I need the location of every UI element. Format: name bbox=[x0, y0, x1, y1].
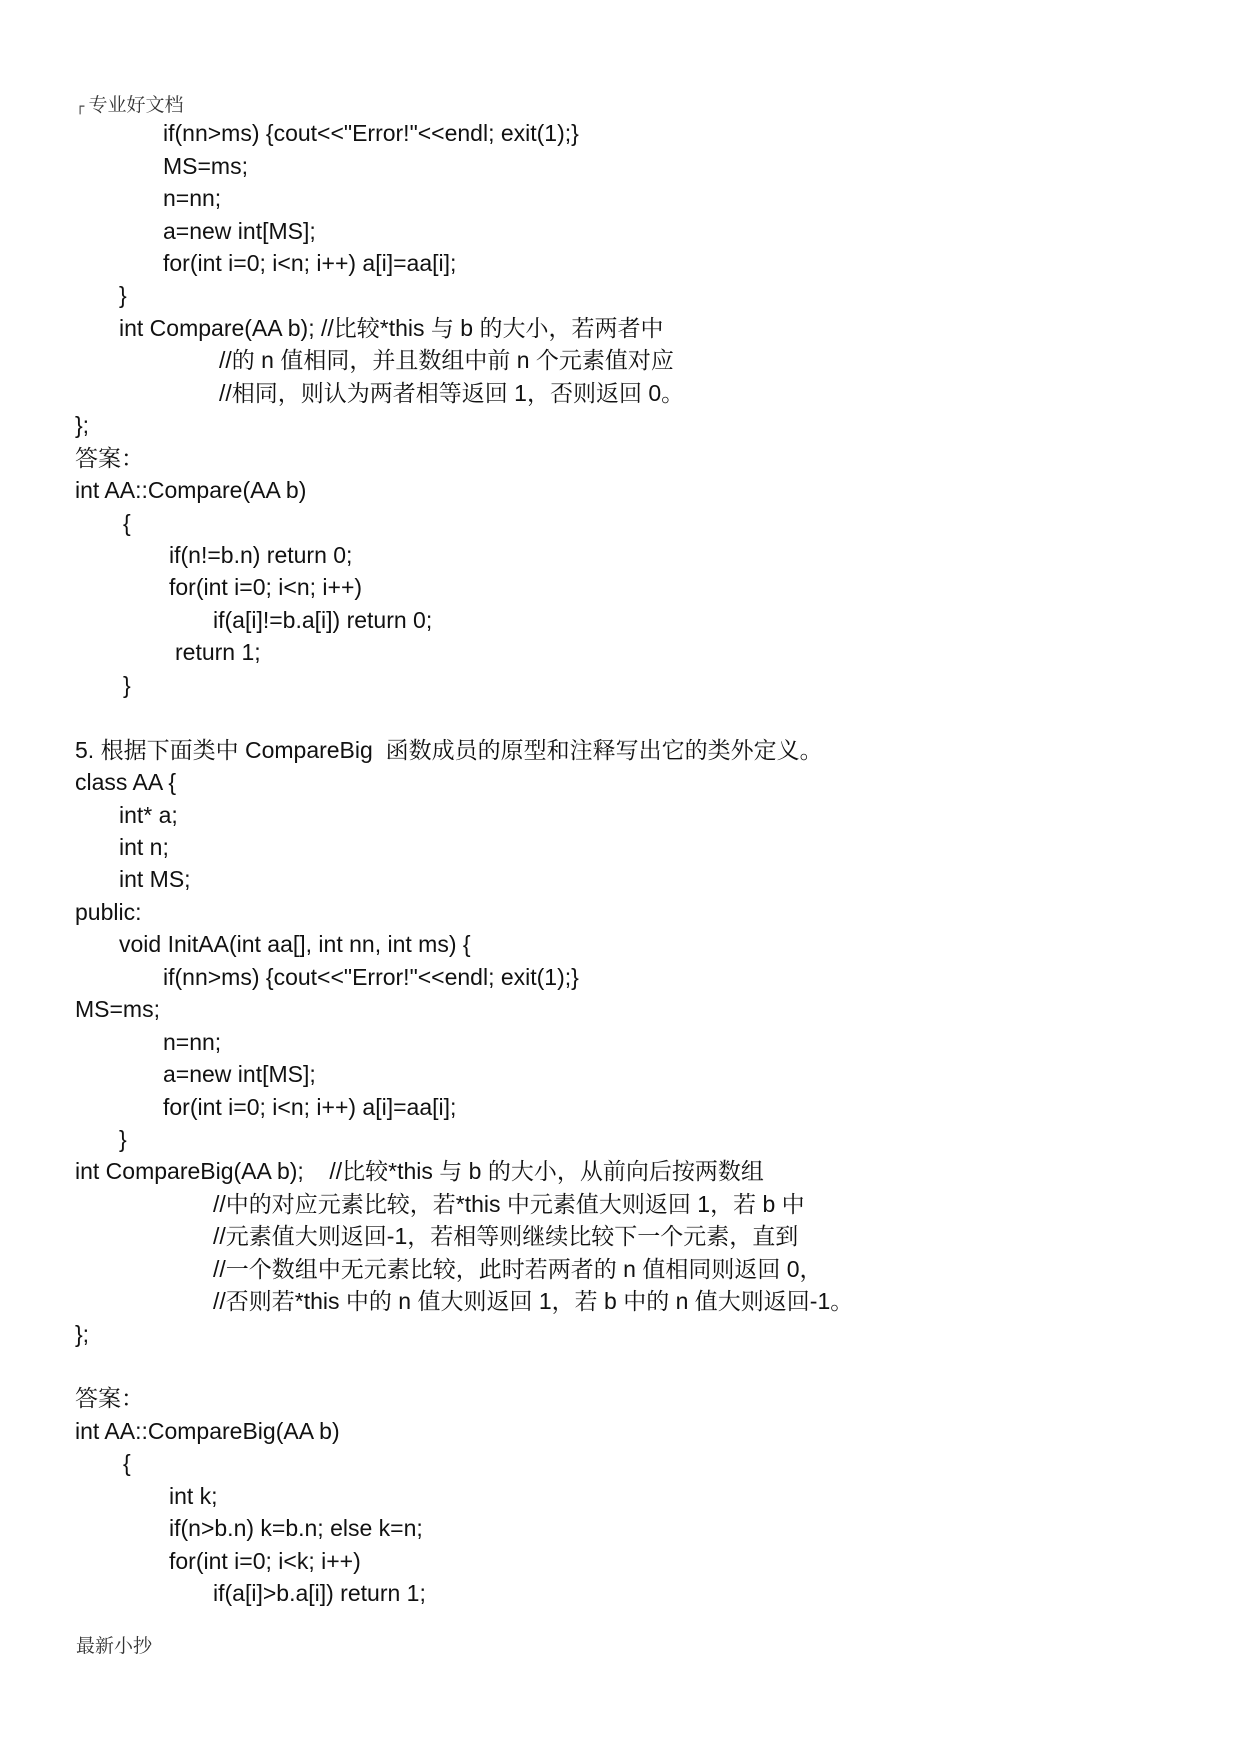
code-line: a=new int[MS]; bbox=[163, 218, 316, 244]
code-line: } bbox=[119, 282, 127, 308]
answer-label: 答案： bbox=[75, 445, 144, 471]
code-line: if(a[i]!=b.a[i]) return 0; bbox=[213, 607, 433, 633]
code-line: int AA::CompareBig(AA b) bbox=[75, 1418, 340, 1444]
code-line: }; bbox=[75, 1321, 90, 1347]
code-line: { bbox=[123, 510, 131, 536]
code-line: { bbox=[123, 1450, 131, 1476]
code-line: MS=ms; bbox=[75, 996, 160, 1022]
comment-line: //相同，则认为两者相等返回 1，否则返回 0。 bbox=[219, 380, 685, 406]
answer-label: 答案： bbox=[75, 1385, 144, 1411]
code-line: n=nn; bbox=[163, 1029, 222, 1055]
code-line: } bbox=[119, 1126, 127, 1152]
code-line: int n; bbox=[119, 834, 169, 860]
question-heading: 5. 根据下面类中 CompareBig 函数成员的原型和注释写出它的类外定义。 bbox=[75, 737, 823, 763]
code-line: class AA { bbox=[75, 769, 177, 795]
code-line: int Compare(AA b); //比较*this 与 b 的大小，若两者中 bbox=[119, 315, 664, 341]
corner-mark-icon: ┌ bbox=[76, 99, 85, 115]
code-line: } bbox=[123, 672, 131, 698]
code-line: return 1; bbox=[175, 639, 261, 665]
comment-line: //元素值大则返回-1，若相等则继续比较下一个元素，直到 bbox=[213, 1223, 799, 1249]
code-line: if(n>b.n) k=b.n; else k=n; bbox=[169, 1515, 423, 1541]
code-line: if(n!=b.n) return 0; bbox=[169, 542, 353, 568]
code-line: for(int i=0; i<n; i++) bbox=[169, 574, 363, 600]
code-line: public: bbox=[75, 899, 142, 925]
code-line: void InitAA(int aa[], int nn, int ms) { bbox=[119, 931, 471, 957]
code-line: for(int i=0; i<n; i++) a[i]=aa[i]; bbox=[163, 250, 457, 276]
code-line: a=new int[MS]; bbox=[163, 1061, 316, 1087]
comment-line: //一个数组中无元素比较，此时若两者的 n 值相同则返回 0， bbox=[213, 1256, 823, 1282]
code-line: MS=ms; bbox=[163, 153, 248, 179]
code-line: }; bbox=[75, 412, 90, 438]
code-line: for(int i=0; i<n; i++) a[i]=aa[i]; bbox=[163, 1094, 457, 1120]
comment-line: //的 n 值相同，并且数组中前 n 个元素值对应 bbox=[219, 347, 674, 373]
code-line: int* a; bbox=[119, 802, 178, 828]
page-header bbox=[76, 90, 183, 117]
code-line: if(nn>ms) {cout<<"Error!"<<endl; exit(1);} bbox=[163, 964, 579, 990]
comment-line: //中的对应元素比较，若*this 中元素值大则返回 1，若 b 中 bbox=[213, 1191, 805, 1217]
code-line: n=nn; bbox=[163, 185, 222, 211]
code-line: if(nn>ms) {cout<<"Error!"<<endl; exit(1);} bbox=[163, 120, 579, 146]
code-line: for(int i=0; i<k; i++) bbox=[169, 1548, 361, 1574]
code-line: int CompareBig(AA b); //比较*this 与 b 的大小，从前向后按两数组 bbox=[75, 1158, 764, 1184]
comment-line: //否则若*this 中的 n 值大则返回 1，若 b 中的 n 值大则返回-1。 bbox=[213, 1288, 854, 1314]
code-line: int k; bbox=[169, 1483, 218, 1509]
header-label: 专业好文档 bbox=[88, 94, 184, 116]
page-footer: 最新小抄 bbox=[76, 1635, 153, 1657]
code-line: int AA::Compare(AA b) bbox=[75, 477, 307, 503]
code-line: if(a[i]>b.a[i]) return 1; bbox=[213, 1580, 426, 1606]
code-line: int MS; bbox=[119, 866, 191, 892]
